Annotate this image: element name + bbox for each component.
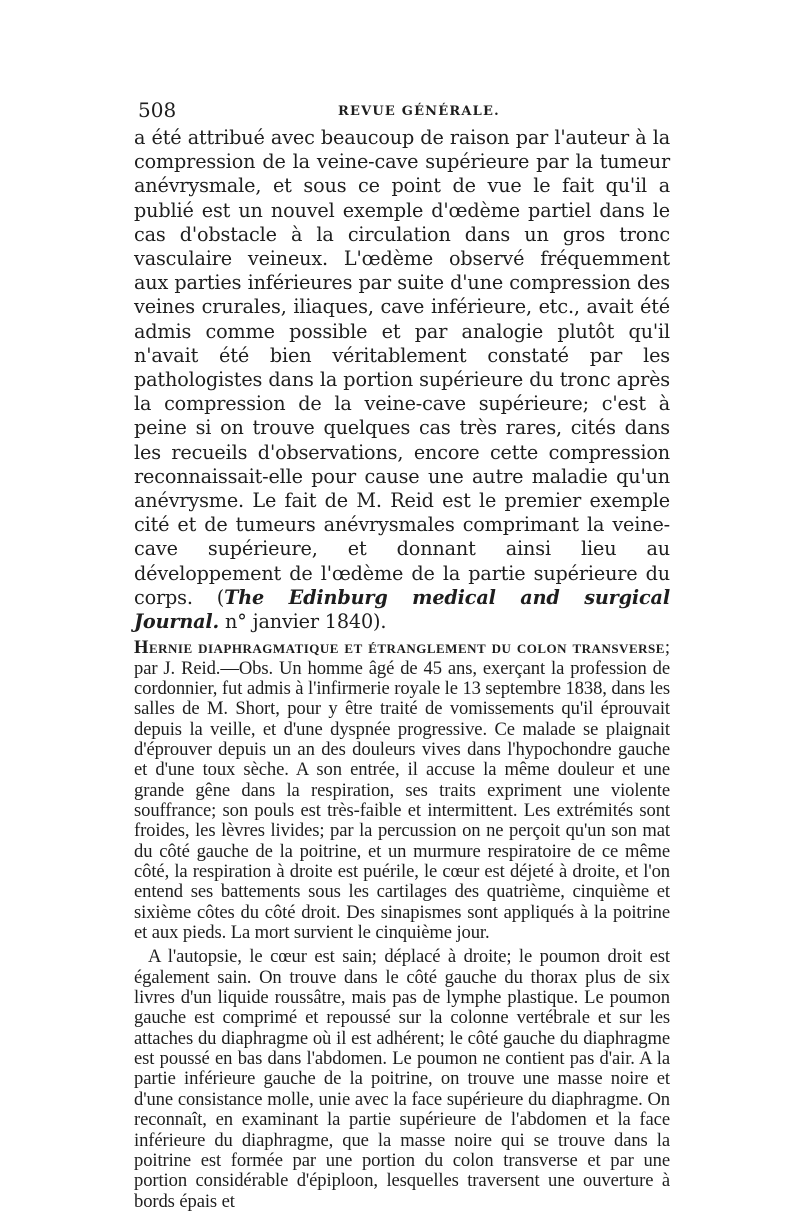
page-number: 508 [138, 98, 177, 122]
section-title: Hernie diaphragmatique et étranglement du colon transverse [134, 637, 665, 659]
paragraph-3-text: A l'autopsie, le cœur est sain; déplacé à droite; le poumon droit est également sain. On trouve dans le côté gauche du thorax plus de six livres d'un liquide roussâtre, mais pas de lymphe plastique. Le poumon gauche est comprimé et repoussé sur la colonne vertébrale et sur les attaches du diaphragme où il est adhérent; le côté gauche du diaphragme est poussé en bas dans l'abdomen. Le poumon ne contient pas d'air. A la partie inférieure gauche de la poitrine, on trouve une masse noire et d'une consistance molle, unie avec la face supérieure du diaphragme. On reconnaît, en examinant la partie supérieure de l'abdomen et la face inférieure du diaphragme, que la masse noire qui se trouve dans la poitrine est formée par une portion du colon transverse et par une portion considérable d'épiploon, lesquelles traversent une ouverture à bords épais et [134, 946, 670, 1212]
paragraph-1-text: a été attribué avec beaucoup de raison par l'auteur à la compression de la veine-cave supérieure par la tumeur anévrysmale, et sous ce point de vue le fait qu'il a publié est un nouvel exemple d'œdème partiel dans le cas d'obstacle à la circulation dans un gros tronc vasculaire veineux. L'œdème observé fréquemment aux parties inférieures par suite d'une compression des veines crurales, iliaques, cave inférieure, etc., avait été admis comme possible et par analogie plutôt qu'il n'avait été bien véritablement constaté par les pathologistes dans la portion supérieure du tronc après la compression de la veine-cave supérieure; c'est à peine si on trouve quelques cas très rares, cités dans les recueils d'observations, encore cette compression reconnaissait-elle pour cause une autre maladie qu'un anévrysme. Le fait de M. Reid est le premier exemple cité et de tumeurs anévrysmales comprimant la veine-cave supérieure, et donnant ainsi lieu au développement de l'œdème de la partie supérieure du corps. ( [134, 126, 670, 609]
page-header [134, 96, 670, 126]
paragraph-2-text: ; par J. Reid.—Obs. Un homme âgé de 45 ans, exerçant la profession de cordonnier, fut admis à l'infirmerie royale le 13 septembre 1838, dans les salles de M. Short, pour y être traité de vomissements qu'il éprouvait depuis la veille, et d'une dyspnée progressive. Ce malade se plaignait d'éprouver depuis un an des douleurs vives dans l'hypochondre gauche et d'une toux sèche. A son entrée, il accuse la même douleur et une grande gêne dans la respiration, ses traits expriment une violente souffrance; son pouls est très-faible et intermittent. Les extrémités sont froides, les lèvres livides; par la percussion on ne perçoit qu'un son mat du côté gauche de la poitrine, et un murmure respiratoire de ce même côté, la respiration à droite est puérile, le cœur est déjeté à droite, et l'on entend ses battements sous les cartilages des quatrième, cinquième et sixième côtes du côté droit. Des sinapismes sont appliqués à la poitrine et aux pieds. La mort survient le cinquième jour. [134, 637, 670, 944]
paragraph-autopsy [134, 947, 670, 1211]
book-page [134, 96, 670, 1212]
citation-date: n° janvier 1840). [219, 610, 387, 634]
journal-citation: The Edinburg medical and surgical Journal. [134, 585, 670, 634]
paragraph-aneurysm-edema [134, 126, 670, 634]
running-head: REVUE GÉNÉRALE. [338, 104, 500, 119]
paragraph-hernia-observation [134, 638, 670, 943]
